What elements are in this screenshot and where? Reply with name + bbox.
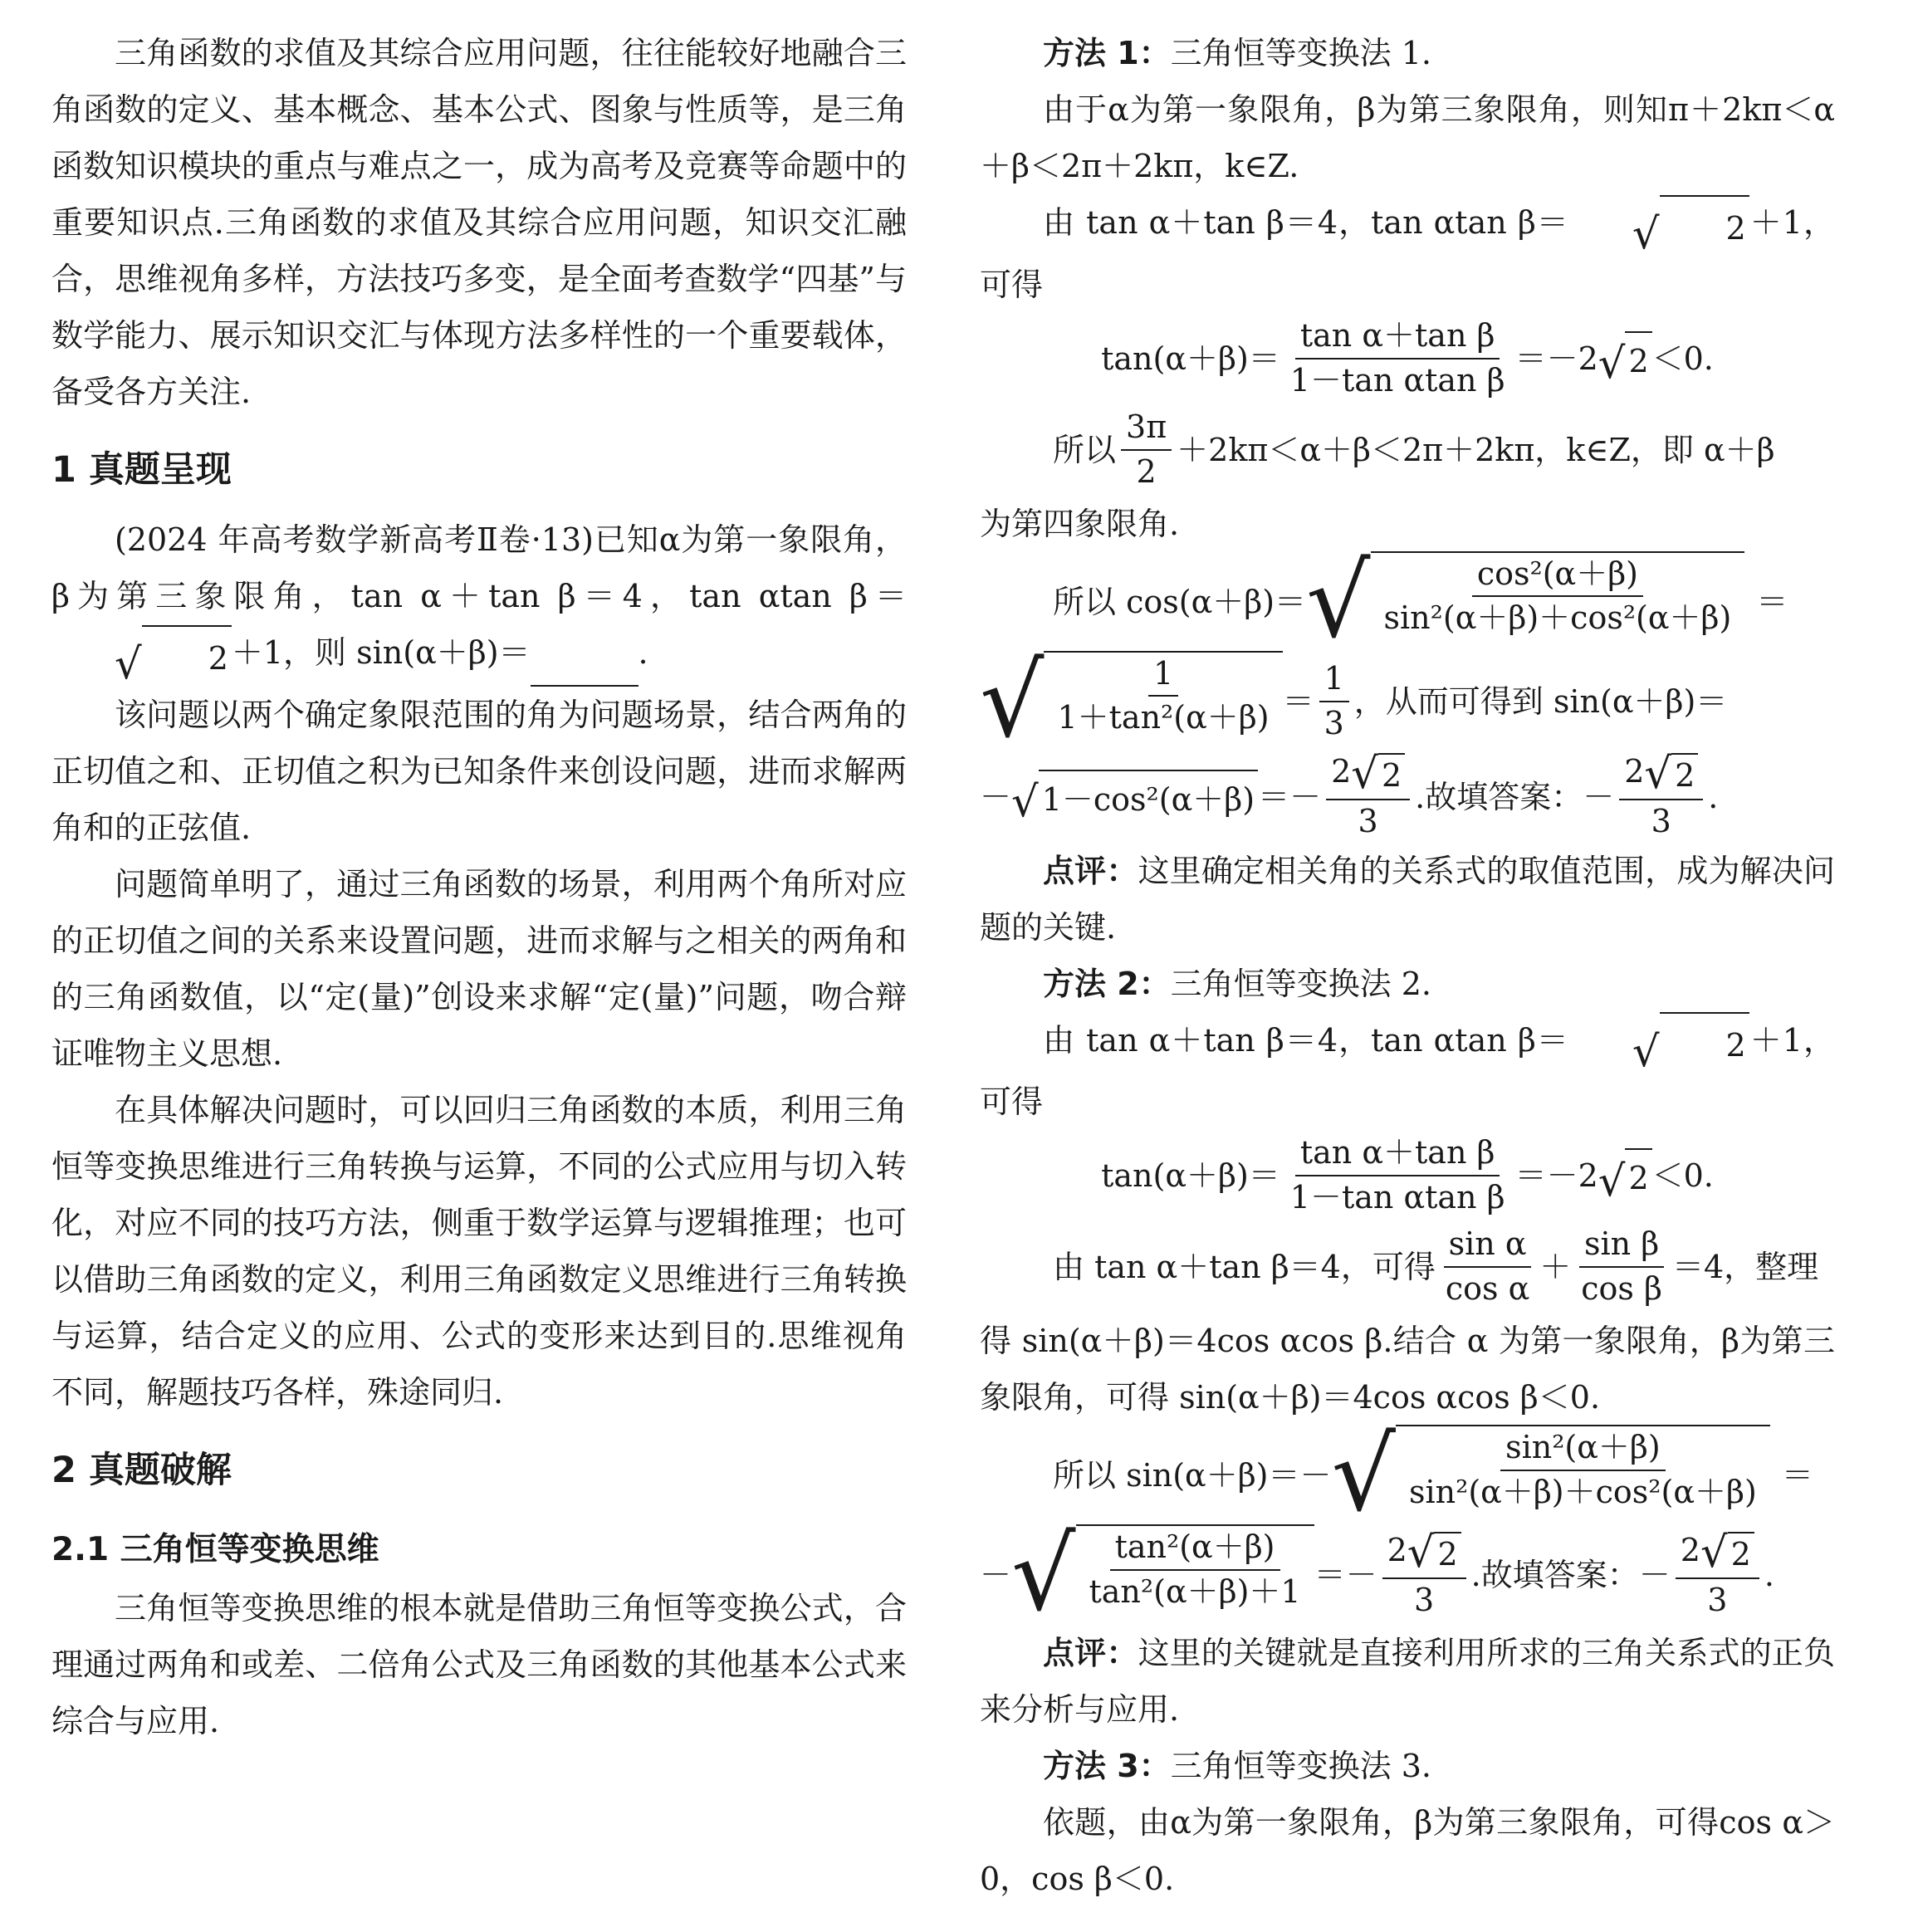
section-2-1-paragraph: 三角恒等变换思维的根本就是借助三角恒等变换公式，合理通过两角和或差、二倍角公式及三角函数的其他基本公式来综合与应用. xyxy=(51,1589,907,1739)
method-2-paragraph: 得 sin(α＋β)＝4cos αcos β.结合 α 为第一象限角，β为第三象限角，可得 sin(α＋β)＝4cos αcos β＜0. xyxy=(980,1323,1835,1416)
method-2-answer: － √ $\frac{\text{tan²(α＋β)}}{\text{tan²(α＋β)＋1}}$ ＝－ 2 √ 2 3 .故填答案：－ 2 √ 2 3 . xyxy=(980,1515,1774,1634)
section-2-1-heading: 2.1 三角恒等变换思维 xyxy=(51,1530,379,1568)
problem-statement: (2024 年高考数学新高考Ⅱ卷·13)已知α为第一象限角，β为第三象限角，tan α＋tan β＝4，tan αtan β＝ √ 2 ＋1，则 sin(α＋β)＝ . xyxy=(51,521,907,690)
section-1-heading: 1 真题呈现 xyxy=(51,449,232,491)
method-2-step: 由 tan α＋tan β＝4，可得 $\frac{\text{sin α}}{\text{cos α}}$ ＋ $\frac{\text{sin β}}{\text{cos β}}$ ＝4，整理 xyxy=(1053,1225,1819,1307)
problem-tail: ＋1，则 sin(α＋β)＝ xyxy=(231,634,531,671)
method-2-sin-formula: 所以 sin(α＋β)＝－ √ $\frac{\text{sin²(α＋β)}}{\text{sin²(α＋β)＋cos²(α＋β)}}$ ＝ xyxy=(1053,1416,1813,1534)
method-1-paragraph-1: 由于α为第一象限角，β为第三象限角，则知π＋2kπ＜α＋β＜2π＋2kπ，k∈Z. xyxy=(980,91,1835,184)
method-1-answer: － √ 1－cos²(α＋β) ＝－ 2 √ 2 3 .故填答案：－ 2 √ 2 3 . xyxy=(980,749,1719,840)
intro-paragraph: 三角函数的求值及其综合应用问题，往往能较好地融合三角函数的定义、基本概念、基本公式、图象与性质等，是三角函数知识模块的重点与难点之一，成为高考及竞赛等命题中的重要知识点.三角函数的求值及其综合应用问题，知识交汇融合，思维视角多样，方法技巧多变，是全面考查数学“四基”与数学能力、展示知识交汇与体现方法多样性的一个重要载体，备受各方关注. xyxy=(51,35,907,410)
method-1-review: 点评：这里确定相关角的关系式的取值范围，成为解决问题的关键. xyxy=(980,852,1835,946)
analysis-paragraph-a: 该问题以两个确定象限范围的角为问题场景，结合两角的正切值之和、正切值之积为已知条件来创设问题，进而求解两角和的正弦值. xyxy=(51,696,907,846)
method-3-paragraph: 依题，由α为第一象限角，β为第三象限角，可得cos α＞0，cos β＜0. xyxy=(980,1804,1835,1897)
sqrt-2: √ 2 xyxy=(51,625,232,687)
tan-sum-fraction: $\frac{\text{tan α＋tan β}}{\text{1－tan αtan β}}$ xyxy=(1289,316,1505,399)
method-2-review: 点评：这里的关键就是直接利用所求的三角关系式的正负来分析与应用. xyxy=(980,1635,1835,1728)
method-1-range: 所以 $\frac{3\pi}{2}$ ＋2kπ＜α＋β＜2π＋2kπ，k∈Z，即 α＋β xyxy=(1053,408,1775,490)
problem-text: (2024 年高考数学新高考Ⅱ卷·13)已知α为第一象限角，β为第三象限角，tan α＋tan β＝4，tan αtan β＝ xyxy=(51,521,907,614)
analysis-paragraph-b: 问题简单明了，通过三角函数的场景，利用两个角所对应的正切值之间的关系来设置问题，进而求解与之相关的两角和的三角函数值，以“定(量)”创设来求解“定(量)”问题，吻合辩证唯物主义思想. xyxy=(51,865,907,1072)
method-1-cos-formula-2: √ $\frac{1}{\text{1＋tan²(α＋β)}}$ ＝ $\frac{1}{3}$ ，从而可得到 sin(α＋β)＝ xyxy=(980,641,1728,760)
method-1-quadrant: 为第四象限角. xyxy=(980,505,1180,542)
method-1-given: 由 tan α＋tan β＝4，tan αtan β＝ √ 2 ＋1，可得 xyxy=(980,194,1835,313)
method-2-given: 由 tan α＋tan β＝4，tan αtan β＝ √ 2 ＋1，可得 xyxy=(980,1012,1835,1131)
method-3-label: 方法 3： xyxy=(1043,1748,1171,1784)
method-1-heading: 方法 1：三角恒等变换法 1. xyxy=(1043,35,1432,71)
left-column xyxy=(51,25,907,1749)
analysis-paragraph-c: 在具体解决问题时，可以回归三角函数的本质，利用三角恒等变换思维进行三角转换与运算，不同的公式应用与切入转化，对应不同的技巧方法，侧重于数学运算与逻辑推理；也可以借助三角函数的定义，利用三角函数定义思维进行三角转换与运算，结合定义的应用、公式的变形来达到目的.思维视角不同，解题技巧各样，殊途同归. xyxy=(51,1091,907,1411)
answer-blank xyxy=(531,660,639,687)
method-1-cos-formula: 所以 cos(α＋β)＝ √ $\frac{\text{cos²(α＋β)}}{\text{sin²(α＋β)＋cos²(α＋β)}}$ ＝ xyxy=(1053,541,1788,660)
right-column xyxy=(980,25,1835,1907)
method-2-heading: 方法 2：三角恒等变换法 2. xyxy=(1043,965,1432,1002)
section-2-heading: 2 真题破解 xyxy=(51,1449,232,1491)
method-1-label: 方法 1： xyxy=(1043,35,1171,71)
method-3-heading: 方法 3：三角恒等变换法 3. xyxy=(1043,1748,1432,1784)
method-1-tan-formula: tan(α＋β)＝ $\frac{\text{tan α＋tan β}}{\text{1－tan αtan β}}$ ＝－2 √ 2 ＜0. xyxy=(1101,316,1714,399)
method-2-label: 方法 2： xyxy=(1043,965,1171,1002)
method-2-tan-formula: tan(α＋β)＝ $\frac{\text{tan α＋tan β}}{\text{1－tan αtan β}}$ ＝－2 √ 2 ＜0. xyxy=(1101,1134,1714,1215)
